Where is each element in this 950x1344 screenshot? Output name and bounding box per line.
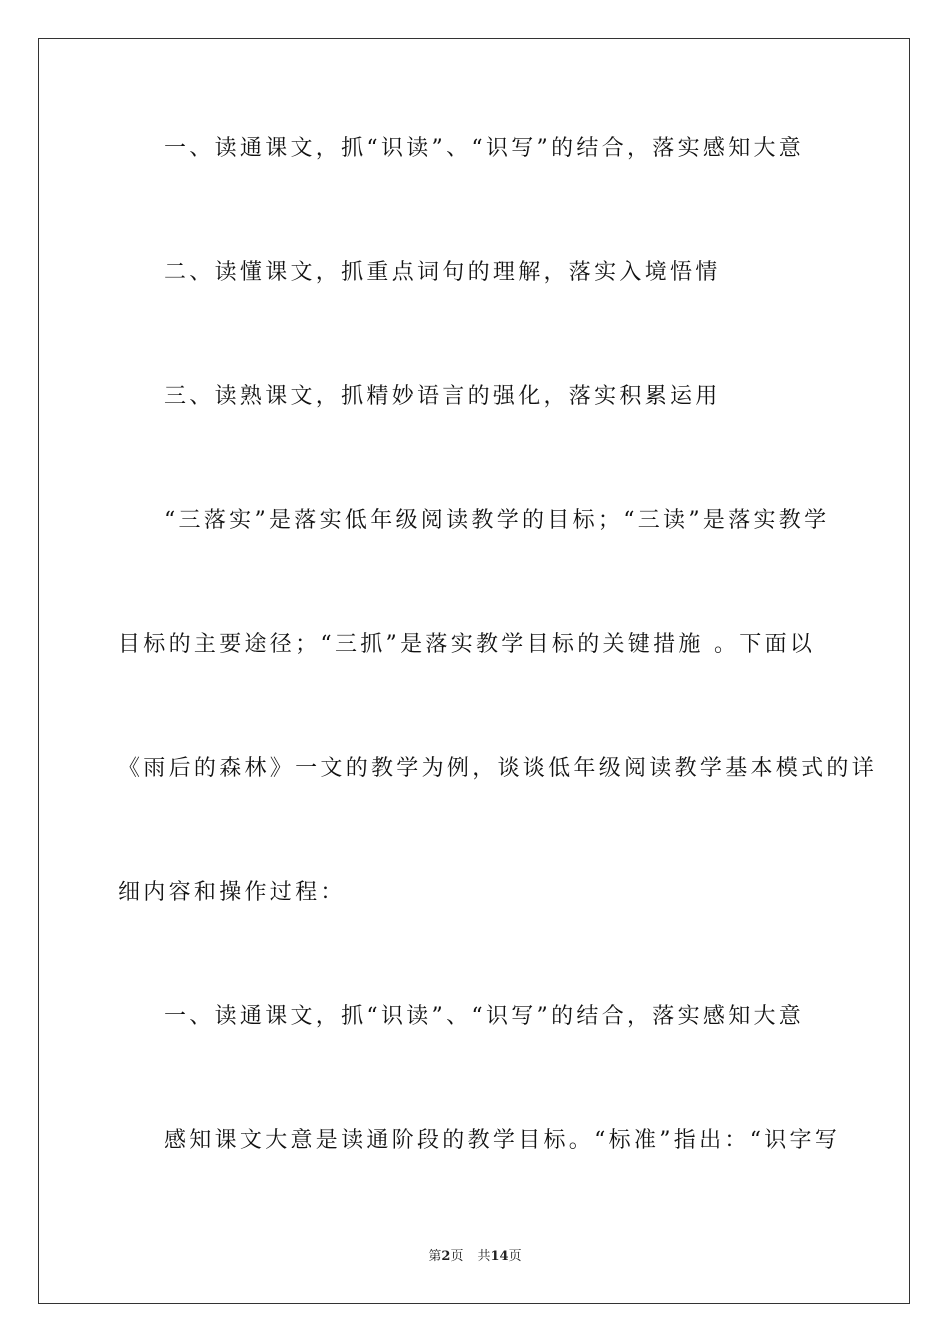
- paragraph-heading-2: 二、读懂课文，抓重点词句的理解，落实入境悟情: [164, 260, 721, 285]
- page-footer: [0, 1248, 950, 1266]
- section-heading: 一、读通课文，抓“识读”、“识写”的结合，落实感知大意: [164, 1004, 805, 1029]
- page-border: [38, 38, 910, 1304]
- total-suffix: 页: [508, 1249, 522, 1264]
- page-number: 2: [441, 1249, 451, 1264]
- body-text-line: 细内容和操作过程：: [118, 880, 346, 905]
- page-prefix: 第: [428, 1249, 442, 1264]
- paragraph-heading-3: 三、读熟课文，抓精妙语言的强化，落实积累运用: [164, 384, 721, 409]
- total-prefix: 共: [477, 1249, 491, 1264]
- body-text-line: 目标的主要途径；“三抓”是落实教学目标的关键措施 。下面以: [118, 632, 816, 657]
- total-pages: 14: [490, 1249, 509, 1264]
- paragraph-heading-1: 一、读通课文，抓“识读”、“识写”的结合，落实感知大意: [164, 136, 805, 161]
- body-text-line: 《雨后的森林》一文的教学为例，谈谈低年级阅读教学基本模式的详: [118, 756, 878, 781]
- page-suffix: 页: [450, 1249, 464, 1264]
- body-text-line: 感知课文大意是读通阶段的教学目标。“标准”指出：“识字写: [164, 1128, 841, 1153]
- body-text-line: “三落实”是落实低年级阅读教学的目标；“三读”是落实教学: [164, 508, 830, 533]
